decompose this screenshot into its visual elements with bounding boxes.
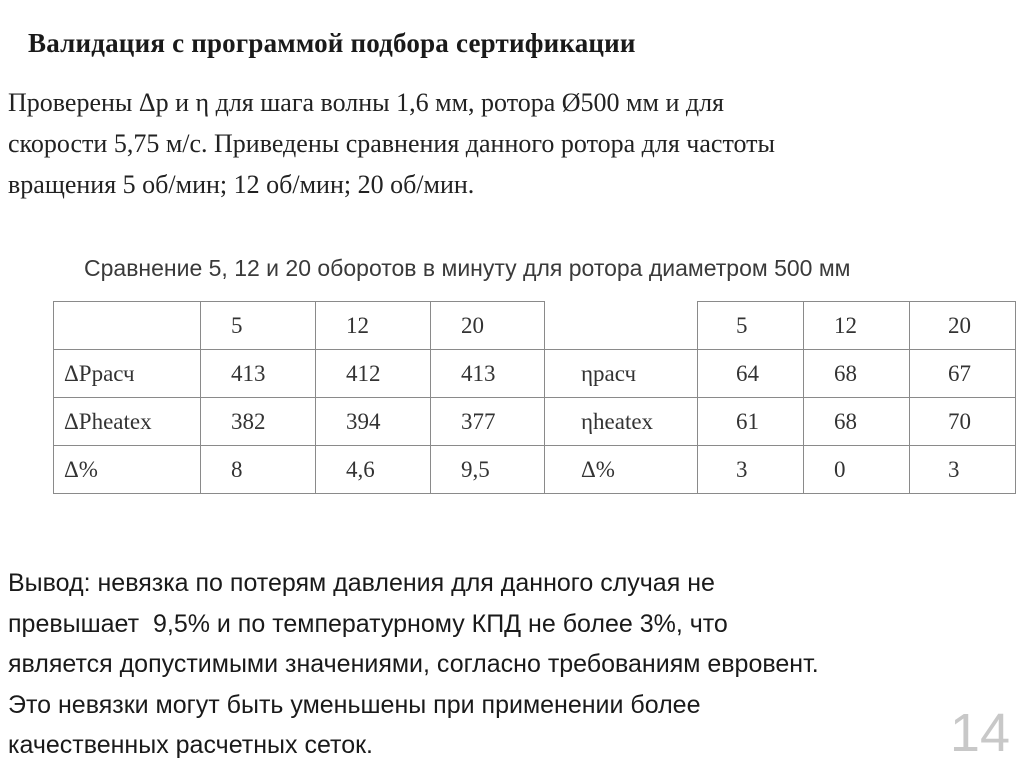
table-cell: 3 xyxy=(910,446,1016,494)
table-row xyxy=(698,446,1016,494)
row-label: Δ% xyxy=(54,446,201,494)
intro-line: скорости 5,75 м/с. Приведены сравнения данного ротора для частоты xyxy=(8,129,775,158)
header-cell: 5 xyxy=(698,302,804,350)
table-cell: 68 xyxy=(804,398,910,446)
header-cell: 5 xyxy=(201,302,316,350)
table-header-row xyxy=(698,302,1016,350)
table-cell: 3 xyxy=(698,446,804,494)
table-cell: 64 xyxy=(698,350,804,398)
table-header-row xyxy=(54,302,698,350)
table-cell: 413 xyxy=(431,350,545,398)
table-row xyxy=(698,398,1016,446)
row-label: ηрасч xyxy=(545,350,698,398)
table-cell: 394 xyxy=(316,398,431,446)
table-caption: Сравнение 5, 12 и 20 оборотов в минуту для ротора диаметром 500 мм xyxy=(84,255,851,281)
row-label: ΔPheatex xyxy=(54,398,201,446)
intro-paragraph xyxy=(8,82,1018,205)
conclusion-line: качественных расчетных сеток. xyxy=(8,731,373,759)
table-row xyxy=(54,446,698,494)
table-row xyxy=(54,350,698,398)
intro-line: Проверены Δp и η для шага волны 1,6 мм, ротора Ø500 мм и для xyxy=(8,88,725,117)
table-cell: 412 xyxy=(316,350,431,398)
intro-line: вращения 5 об/мин; 12 об/мин; 20 об/мин. xyxy=(8,170,475,199)
conclusion-line: является допустимыми значениями, согласно требованиям евровент. xyxy=(8,650,819,678)
table-cell: 70 xyxy=(910,398,1016,446)
table-row xyxy=(54,398,698,446)
header-cell: 12 xyxy=(804,302,910,350)
row-label: ΔPрасч xyxy=(54,350,201,398)
row-label: ηheatex xyxy=(545,398,698,446)
efficiency-comparison-table xyxy=(697,301,1016,494)
header-cell: 12 xyxy=(316,302,431,350)
table-cell: 61 xyxy=(698,398,804,446)
table-cell: 68 xyxy=(804,350,910,398)
table-cell: 8 xyxy=(201,446,316,494)
table-cell: 67 xyxy=(910,350,1016,398)
table-cell: 0 xyxy=(804,446,910,494)
table-cell: 377 xyxy=(431,398,545,446)
page-number: 14 xyxy=(949,703,1010,763)
header-cell: 20 xyxy=(431,302,545,350)
table-cell: 4,6 xyxy=(316,446,431,494)
header-cell-empty xyxy=(545,302,698,350)
pressure-comparison-table xyxy=(53,301,698,494)
row-label: Δ% xyxy=(545,446,698,494)
conclusion-line: превышает 9,5% и по температурному КПД не более 3%, что xyxy=(8,609,728,638)
header-cell-empty xyxy=(54,302,201,350)
conclusion-line: Это невязки могут быть уменьшены при применении более xyxy=(8,690,701,719)
conclusion-paragraph xyxy=(8,563,1013,766)
table-cell: 382 xyxy=(201,398,316,446)
table-cell: 413 xyxy=(201,350,316,398)
table-row xyxy=(698,350,1016,398)
conclusion-line: Вывод: невязка по потерям давления для данного случая не xyxy=(8,569,715,597)
header-cell: 20 xyxy=(910,302,1016,350)
slide-title: Валидация с программой подбора сертификации xyxy=(28,28,636,58)
table-cell: 9,5 xyxy=(431,446,545,494)
